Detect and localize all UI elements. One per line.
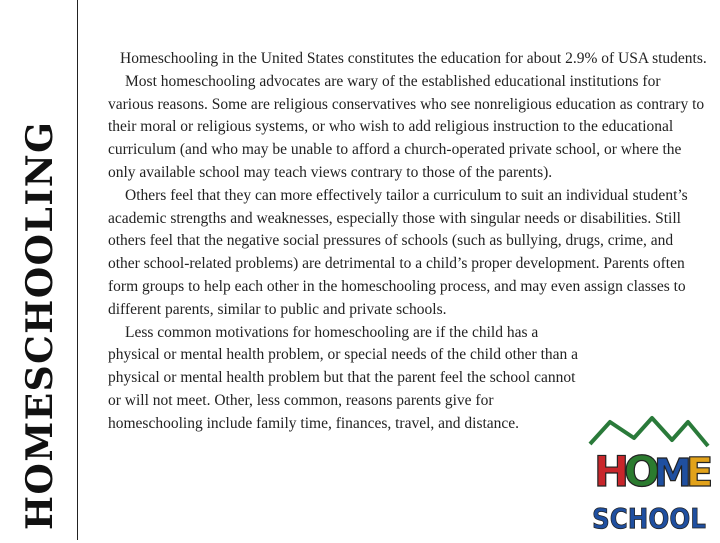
home-school-logo-graphic [584,410,714,538]
logo-letter-o: O [624,447,660,496]
logo-school-text: SCHOOL [592,502,707,535]
paragraph-advocates: Most homeschooling advocates are wary of the established educational institutions for various reasons. Some are religious conservatives who see nonreligious education as contrary to their moral or religious systems, or who wish to add religious instruction to the educational curriculum (and who may be unable to afford a church-operated private school, or where the only available school may teach views contrary to those of the parents). [108,72,705,181]
paragraph-intro: Homeschooling in the United States constitutes the education for about 2.9% of USA students. [120,50,707,67]
logo-letter-e: E [686,450,714,496]
paragraph-motivations: Less common motivations for homeschooling are if the child has a physical or mental health problem, or special needs of the child other than a physical or mental health problem but that the parent feel the school cannot or will not meet. Other, less common, reasons parents give for homeschooling include family time, finances, travel, and distance. [108,323,579,432]
paragraph-curriculum: Others feel that they can more effectively tailor a curriculum to suit an individual student’s academic strengths and weaknesses, especially those with singular needs or disabilities. Still others feel that the negative social pressures of schools (such as bullying, drugs, crime, and other school-related problems) are detrimental to a child’s proper development. Parents often form groups to help each other in the homeschooling process, and may even assign classes to different parents, similar to public and private schools. [108,186,688,318]
roof-icon [590,418,708,446]
slide-title: HOMESCHOOLING [19,120,61,530]
title-divider-line [77,0,78,540]
logo-letter-h: H [594,447,630,496]
slide-body-text [108,48,708,436]
home-school-logo [584,410,714,538]
logo-letter-m: M [654,451,692,495]
